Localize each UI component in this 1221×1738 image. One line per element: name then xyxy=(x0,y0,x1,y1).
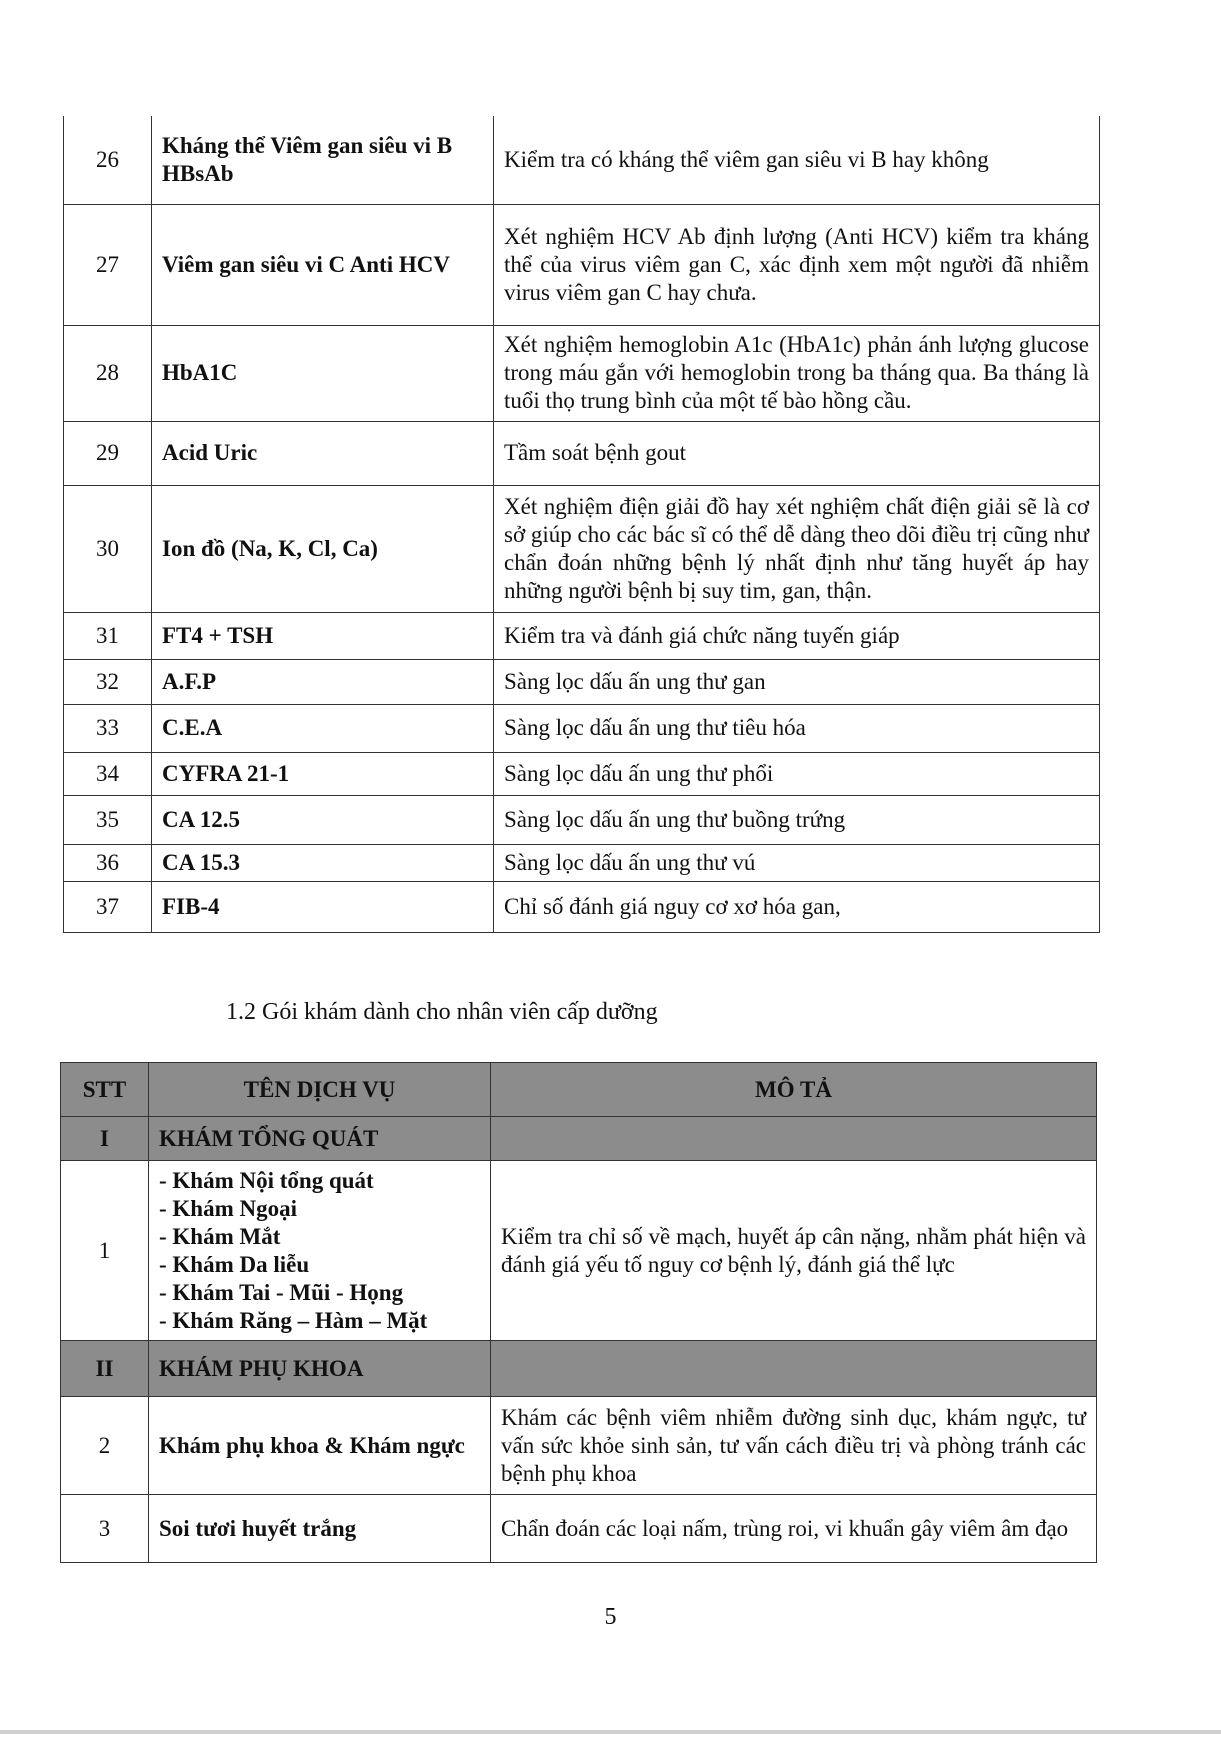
row-name: C.E.A xyxy=(152,704,494,752)
row-stt: 30 xyxy=(64,485,152,612)
section-empty-cell xyxy=(491,1341,1097,1397)
row-name: Viêm gan siêu vi C Anti HCV xyxy=(152,204,494,325)
table-row xyxy=(61,1397,1097,1495)
row-stt: 36 xyxy=(64,844,152,881)
row-stt: 35 xyxy=(64,795,152,844)
row-stt: 33 xyxy=(64,704,152,752)
row-desc: Sàng lọc dấu ấn ung thư phổi xyxy=(494,752,1100,795)
services-table-continued xyxy=(63,116,1100,933)
row-stt: 3 xyxy=(61,1495,149,1563)
row-desc: Sàng lọc dấu ấn ung thư vú xyxy=(494,844,1100,881)
row-desc: Kiểm tra chỉ số về mạch, huyết áp cân nặng, nhằm phát hiện và đánh giá yếu tố nguy cơ bệnh lý, đánh giá thể lực xyxy=(491,1161,1097,1341)
table-row xyxy=(64,325,1100,421)
row-stt: 26 xyxy=(64,116,152,204)
scan-edge-divider xyxy=(0,1730,1221,1734)
list-item: - Khám Răng – Hàm – Mặt xyxy=(159,1308,428,1333)
section-title: KHÁM PHỤ KHOA xyxy=(149,1341,491,1397)
row-stt: 2 xyxy=(61,1397,149,1495)
row-desc: Chẩn đoán các loại nấm, trùng roi, vi khuẩn gây viêm âm đạo xyxy=(491,1495,1097,1563)
row-name: Ion đồ (Na, K, Cl, Ca) xyxy=(152,485,494,612)
table-row xyxy=(64,795,1100,844)
row-name: FT4 + TSH xyxy=(152,612,494,659)
row-desc: Xét nghiệm HCV Ab định lượng (Anti HCV) kiểm tra kháng thể của virus viêm gan C, xác định xem một người đã nhiễm virus viêm gan C hay chưa. xyxy=(494,204,1100,325)
row-name: FIB-4 xyxy=(152,881,494,932)
table-row xyxy=(64,704,1100,752)
row-stt: 29 xyxy=(64,421,152,485)
row-stt: 27 xyxy=(64,204,152,325)
row-desc: Sàng lọc dấu ấn ung thư tiêu hóa xyxy=(494,704,1100,752)
table-row xyxy=(64,421,1100,485)
table-row xyxy=(64,881,1100,932)
row-desc: Khám các bệnh viêm nhiễm đường sinh dục, khám ngực, tư vấn sức khỏe sinh sản, tư vấn cách điều trị và phòng tránh các bệnh phụ khoa xyxy=(491,1397,1097,1495)
row-name: Khám phụ khoa & Khám ngực xyxy=(149,1397,491,1495)
row-name: Kháng thể Viêm gan siêu vi B HBsAb xyxy=(152,116,494,204)
header-description: MÔ TẢ xyxy=(491,1063,1097,1117)
table-row xyxy=(64,659,1100,704)
section-row-gynecology xyxy=(61,1341,1097,1397)
list-item: - Khám Mắt xyxy=(159,1224,281,1249)
row-stt: 34 xyxy=(64,752,152,795)
row-desc: Xét nghiệm điện giải đồ hay xét nghiệm chất điện giải sẽ là cơ sở giúp cho các bác sĩ có thể dễ dàng theo dõi điều trị cũng như chẩn đoán những bệnh lý nhất định như tăng huyết áp hay những người bệnh bị suy tim, gan, thận. xyxy=(494,485,1100,612)
section-number: II xyxy=(61,1341,149,1397)
row-desc: Sàng lọc dấu ấn ung thư buồng trứng xyxy=(494,795,1100,844)
row-stt: 37 xyxy=(64,881,152,932)
row-desc: Sàng lọc dấu ấn ung thư gan xyxy=(494,659,1100,704)
row-name: CA 12.5 xyxy=(152,795,494,844)
row-desc: Kiểm tra có kháng thể viêm gan siêu vi B hay không xyxy=(494,116,1100,204)
row-stt: 28 xyxy=(64,325,152,421)
page-number: 5 xyxy=(604,1604,617,1630)
table-row xyxy=(64,485,1100,612)
row-desc: Xét nghiệm hemoglobin A1c (HbA1c) phản ánh lượng glucose trong máu gắn với hemoglobin trong ba tháng qua. Ba tháng là tuổi thọ trung bình của một tế bào hồng cầu. xyxy=(494,325,1100,421)
section-title: KHÁM TỔNG QUÁT xyxy=(149,1117,491,1161)
table-row xyxy=(64,116,1100,204)
row-name: HbA1C xyxy=(152,325,494,421)
service-list xyxy=(149,1161,491,1341)
row-desc: Chỉ số đánh giá nguy cơ xơ hóa gan, xyxy=(494,881,1100,932)
section-title: 1.2 Gói khám dành cho nhân viên cấp dưỡng xyxy=(226,999,658,1025)
row-name: Soi tươi huyết trắng xyxy=(149,1495,491,1563)
row-stt: 32 xyxy=(64,659,152,704)
row-stt: 31 xyxy=(64,612,152,659)
list-item: - Khám Tai - Mũi - Họng xyxy=(159,1280,404,1305)
row-desc: Kiểm tra và đánh giá chức năng tuyến giáp xyxy=(494,612,1100,659)
list-item: - Khám Da liễu xyxy=(159,1252,310,1277)
section-row-general xyxy=(61,1117,1097,1161)
list-item: - Khám Nội tổng quát xyxy=(159,1168,374,1193)
table-row xyxy=(64,204,1100,325)
row-name: CA 15.3 xyxy=(152,844,494,881)
row-stt: 1 xyxy=(61,1161,149,1341)
table-row xyxy=(64,612,1100,659)
table-header-row xyxy=(61,1063,1097,1117)
kitchen-staff-package-table xyxy=(60,1062,1097,1563)
table-row xyxy=(64,752,1100,795)
row-name: A.F.P xyxy=(152,659,494,704)
section-number: I xyxy=(61,1117,149,1161)
row-desc: Tầm soát bệnh gout xyxy=(494,421,1100,485)
table-row xyxy=(61,1161,1097,1341)
section-empty-cell xyxy=(491,1117,1097,1161)
header-stt: STT xyxy=(61,1063,149,1117)
table-row xyxy=(64,844,1100,881)
header-service-name: TÊN DỊCH VỤ xyxy=(149,1063,491,1117)
list-item: - Khám Ngoại xyxy=(159,1196,297,1221)
row-name: Acid Uric xyxy=(152,421,494,485)
table-row xyxy=(61,1495,1097,1563)
row-name: CYFRA 21-1 xyxy=(152,752,494,795)
